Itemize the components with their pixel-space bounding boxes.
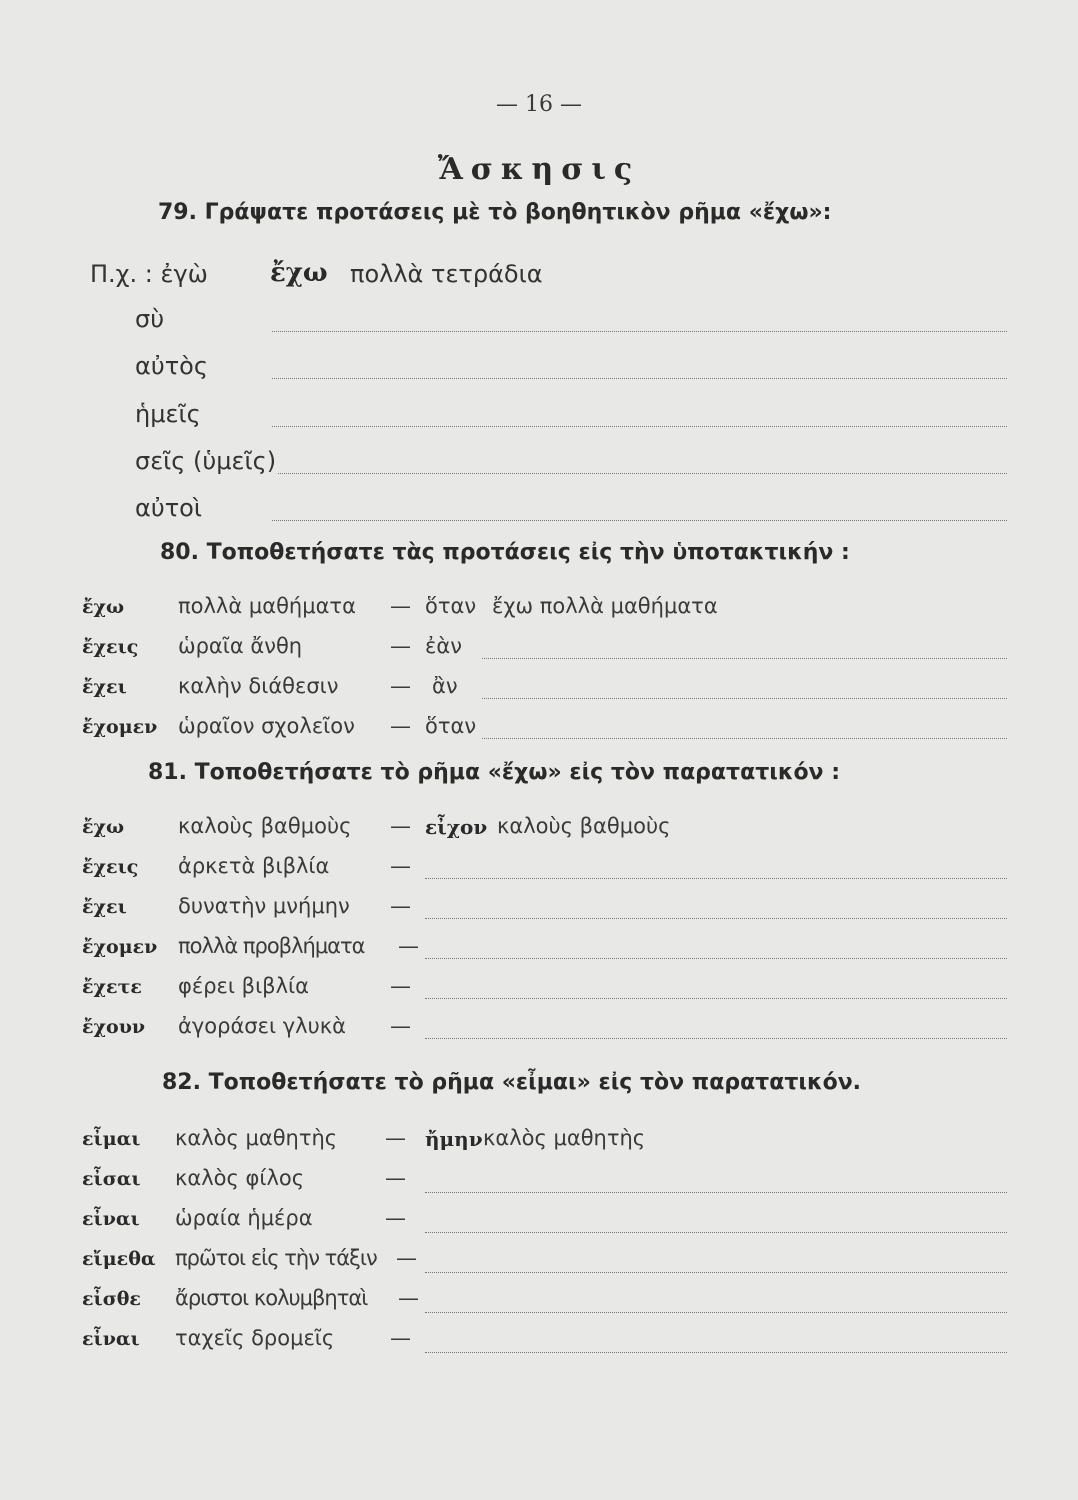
row-verb: ἔχομεν — [82, 936, 158, 958]
row-phrase: δυνατὴν μνήμην — [178, 894, 350, 918]
pronoun-label: αὐτὸς — [135, 352, 208, 380]
exercise-82-heading: 82. Τοποθετήσατε τὸ ρῆμα «εἶμαι» εἰς τὸν παρατατικόν. — [162, 1070, 862, 1095]
row-conjunction: ὅταν — [425, 714, 477, 738]
pronoun-label: αὐτοὶ — [135, 494, 202, 522]
answer-blank[interactable] — [482, 698, 1007, 699]
exercise-82-row — [0, 1166, 1078, 1206]
row-verb: ἔχεις — [82, 856, 139, 878]
answer-blank[interactable] — [425, 1272, 1007, 1273]
exercise-79-line — [0, 400, 1078, 440]
row-verb: εἴμεθα — [82, 1248, 156, 1270]
page-number: — 16 — — [496, 92, 582, 117]
row-conjunction: ἐὰν — [425, 634, 462, 658]
answer-blank[interactable] — [482, 658, 1007, 659]
answer-blank[interactable] — [425, 918, 1007, 919]
exercise-80-row — [0, 714, 1078, 754]
row-verb: εἶναι — [82, 1208, 140, 1230]
exercise-79-line — [0, 494, 1078, 534]
exercise-81-heading: 81. Τοποθετήσατε τὸ ρῆμα «ἔχω» εἰς τὸν παρατατικόν : — [148, 760, 841, 785]
row-phrase: ὡραία ἡμέρα — [175, 1206, 313, 1230]
row-phrase: καλὸς φίλος — [175, 1166, 305, 1190]
row-verb: ἔχουν — [82, 1016, 146, 1038]
exercise-79-line — [0, 305, 1078, 345]
row-dash: — — [385, 1206, 406, 1230]
exercise-81-row — [0, 814, 1078, 854]
answer-blank[interactable] — [425, 1312, 1007, 1313]
row-dash: — — [390, 814, 411, 838]
exercise-79-line — [0, 352, 1078, 392]
exercise-81-row — [0, 1014, 1078, 1054]
exercise-80-row — [0, 674, 1078, 714]
exercise-81-row — [0, 854, 1078, 894]
row-dash: — — [390, 674, 411, 698]
row-answer: ἔχω πολλὰ μαθήματα — [492, 594, 718, 618]
exercise-82-row — [0, 1286, 1078, 1326]
row-dash: — — [390, 714, 411, 738]
row-phrase: πρῶτοι εἰς τὴν τάξιν — [175, 1246, 377, 1270]
exercise-81-row — [0, 894, 1078, 934]
row-phrase: ἄριστοι κολυμβηταὶ — [175, 1286, 368, 1310]
exercise-82-row — [0, 1326, 1078, 1366]
exercise-81-row — [0, 974, 1078, 1014]
row-answer-verb: εἶχον — [425, 815, 488, 839]
exercise-79-line — [0, 447, 1078, 487]
answer-blank[interactable] — [482, 738, 1007, 739]
answer-blank[interactable] — [272, 331, 1007, 332]
row-verb: ἔχεις — [82, 636, 139, 658]
row-answer-verb: ἤμην — [425, 1127, 483, 1151]
row-phrase: ὡραῖον σχολεῖον — [178, 714, 355, 738]
exercise-80-row — [0, 594, 1078, 634]
row-verb: εἶσαι — [82, 1168, 141, 1190]
row-dash: — — [398, 934, 419, 958]
exercise-80-heading: 80. Τοποθετήσατε τὰς προτάσεις εἰς τὴν ὑποτακτικήν : — [160, 540, 850, 565]
row-dash: — — [390, 1326, 411, 1350]
answer-blank[interactable] — [425, 1038, 1007, 1039]
row-verb: εἶσθε — [82, 1288, 141, 1310]
row-conjunction: ὅταν — [425, 594, 477, 618]
answer-blank[interactable] — [278, 473, 1007, 474]
row-verb: εἶμαι — [82, 1128, 141, 1150]
answer-blank[interactable] — [425, 998, 1007, 999]
exercise-79-heading: 79. Γράψατε προτάσεις μὲ τὸ βοηθητικὸν ρῆμα «ἔχω»: — [158, 200, 832, 225]
answer-blank[interactable] — [425, 958, 1007, 959]
answer-blank[interactable] — [272, 520, 1007, 521]
row-phrase: ἀγοράσει γλυκὰ — [178, 1014, 346, 1038]
answer-blank[interactable] — [272, 426, 1007, 427]
row-verb: ἔχει — [82, 896, 127, 918]
row-dash: — — [390, 974, 411, 998]
example-verb: ἔχω — [270, 258, 328, 288]
row-dash: — — [390, 854, 411, 878]
exercise-79-example — [0, 258, 1078, 298]
row-conjunction: ἂν — [432, 674, 458, 698]
row-verb: εἶναι — [82, 1328, 140, 1350]
answer-blank[interactable] — [272, 378, 1007, 379]
answer-blank[interactable] — [425, 1352, 1007, 1353]
pronoun-label: ἡμεῖς — [135, 400, 201, 428]
row-verb: ἔχετε — [82, 976, 142, 998]
row-phrase: ταχεῖς δρομεῖς — [175, 1326, 335, 1350]
row-dash: — — [390, 1014, 411, 1038]
row-dash: — — [390, 894, 411, 918]
row-dash: — — [396, 1246, 417, 1270]
row-verb: ἔχω — [82, 596, 125, 618]
answer-blank[interactable] — [425, 1232, 1007, 1233]
answer-blank[interactable] — [425, 878, 1007, 879]
row-phrase: ἀρκετὰ βιβλία — [178, 854, 330, 878]
page-title: Ἄσκησις — [437, 152, 641, 187]
row-phrase: καλὴν διάθεσιν — [178, 674, 339, 698]
row-dash: — — [385, 1126, 406, 1150]
pronoun-label: σεῖς (ὑμεῖς) — [135, 447, 277, 475]
exercise-81-row — [0, 934, 1078, 974]
row-verb: ἔχομεν — [82, 716, 158, 738]
row-phrase: καλοὺς βαθμοὺς — [178, 814, 352, 838]
row-verb: ἔχει — [82, 676, 127, 698]
exercise-82-row — [0, 1126, 1078, 1166]
row-dash: — — [390, 634, 411, 658]
row-dash: — — [390, 594, 411, 618]
row-verb: ἔχω — [82, 816, 125, 838]
row-phrase: ὡραῖα ἄνθη — [178, 634, 303, 658]
row-phrase: πολλὰ προβλήματα — [178, 934, 365, 958]
row-dash: — — [398, 1286, 419, 1310]
example-rest: πολλὰ τετράδια — [350, 260, 543, 288]
row-answer: καλὸς μαθητὴς — [483, 1126, 646, 1150]
row-phrase: φέρει βιβλία — [178, 974, 309, 998]
row-phrase: καλὸς μαθητὴς — [175, 1126, 338, 1150]
row-phrase: πολλὰ μαθήματα — [178, 594, 356, 618]
row-dash: — — [385, 1166, 406, 1190]
exercise-82-row — [0, 1206, 1078, 1246]
row-answer: καλοὺς βαθμοὺς — [497, 814, 671, 838]
example-prefix: Π.χ. : ἐγὼ — [90, 260, 208, 288]
exercise-80-row — [0, 634, 1078, 674]
pronoun-label: σὺ — [135, 305, 165, 333]
exercise-82-row — [0, 1246, 1078, 1286]
answer-blank[interactable] — [425, 1192, 1007, 1193]
